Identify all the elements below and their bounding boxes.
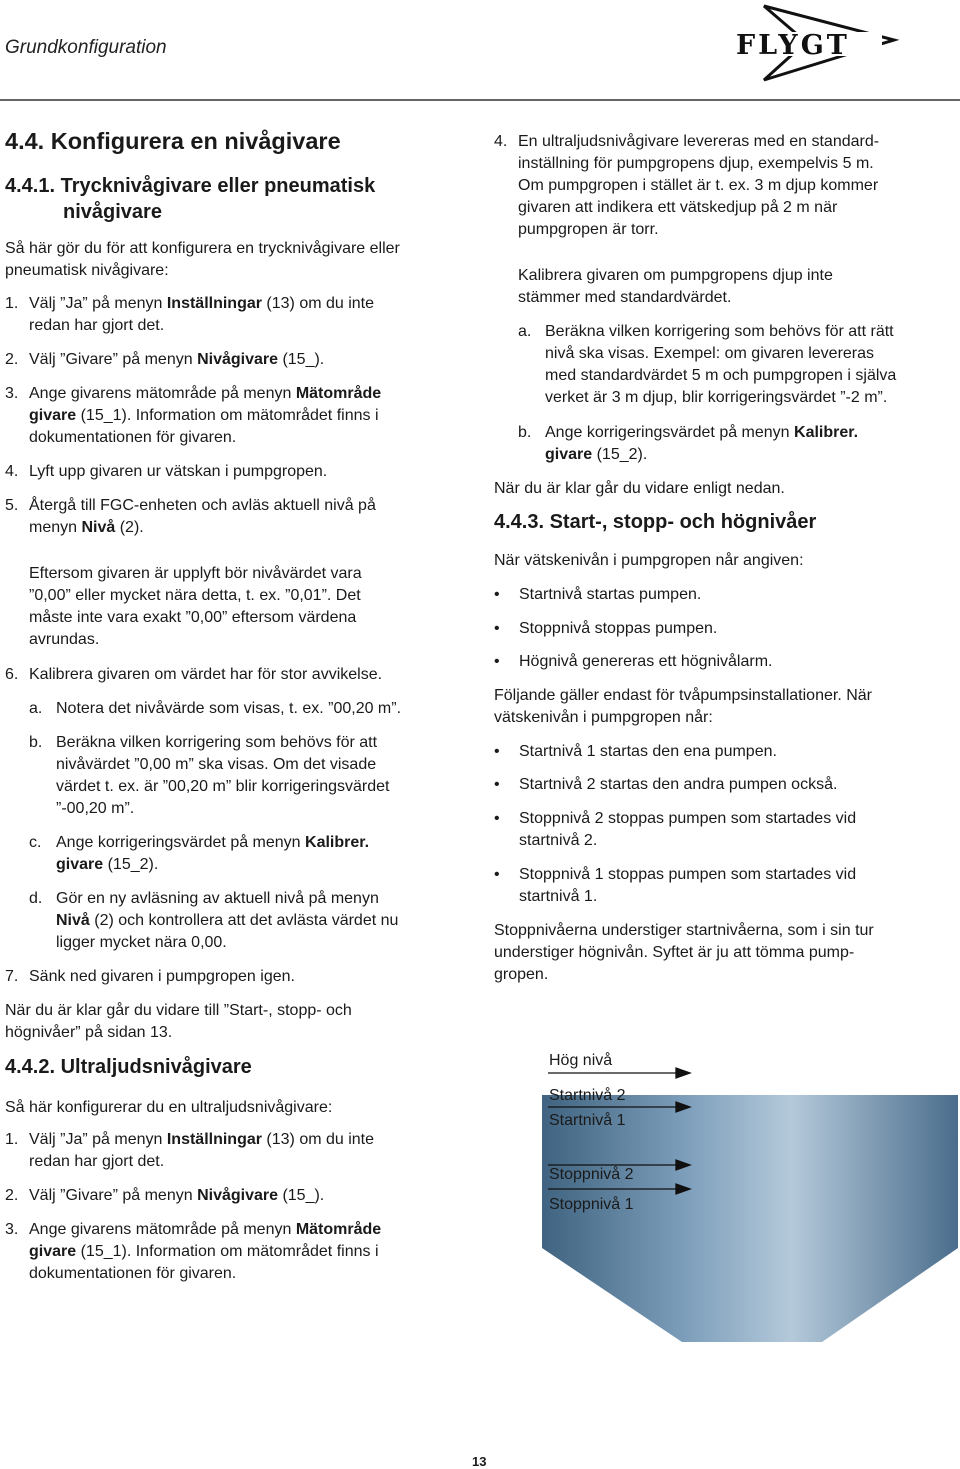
svg-text:FLYGT: FLYGT <box>736 30 850 61</box>
header-title: Grundkonfiguration <box>5 37 167 58</box>
label-stoppniva-2: Stoppnivå 2 <box>549 1166 634 1183</box>
label-startniva-2: Startnivå 2 <box>549 1087 626 1104</box>
header-divider <box>0 99 960 101</box>
pump-pit-illustration <box>530 1030 960 1350</box>
pump-pit-diagram <box>530 1030 960 1350</box>
page-header <box>0 0 960 100</box>
done-paragraph: När du är klar går du vidare enligt nedan. <box>494 480 785 497</box>
heading-4-4-2: 4.4.2. Ultraljudsnivågivare <box>5 1056 252 1078</box>
ultrasonic-intro: Så här konfigurerar du en ultraljudsnivågivare: <box>5 1099 333 1116</box>
two-pump-paragraph: Följande gäller endast för tvåpumpsinstallationer. När vätskenivån i pumpgropen når: <box>494 687 872 726</box>
note-paragraph: Eftersom givaren är upplyft bör nivåvärdet vara ”0,00” eller mycket nära detta, t. ex. ”0,01”. Det måste inte vara exakt ”0,00” eftersom värdena avrundas. <box>29 565 362 648</box>
calibrate-paragraph: Kalibrera givaren om pumpgropens djup inte stämmer med standardvärdet. <box>518 267 833 306</box>
heading-4-4: 4.4. Konfigurera en nivågivare <box>5 128 341 154</box>
tank-fill <box>542 1095 958 1342</box>
label-hog-niva: Hög nivå <box>549 1052 613 1069</box>
heading-4-4-3: 4.4.3. Start-, stopp- och högnivåer <box>494 511 817 533</box>
next-paragraph: När du är klar går du vidare till ”Start-, stopp- och högnivåer” på sidan 13. <box>5 1002 352 1041</box>
end-paragraph: Stoppnivåerna understiger startnivåerna, som i sin tur understiger högnivån. Syftet är ju att tömma pump- gropen. <box>494 922 874 983</box>
page-number: 13 <box>472 1454 487 1469</box>
heading-4-4-1: 4.4.1. Trycknivågivare eller pneumatisk nivågivare <box>5 175 376 223</box>
flygt-logo <box>734 2 904 90</box>
intro-paragraph: Så här gör du för att konfigurera en trycknivågivare eller pneumatisk nivågivare: <box>5 240 400 279</box>
label-startniva-1: Startnivå 1 <box>549 1112 626 1129</box>
when-paragraph: När vätskenivån i pumpgropen når angiven: <box>494 552 804 569</box>
label-stoppniva-1: Stoppnivå 1 <box>549 1196 634 1213</box>
